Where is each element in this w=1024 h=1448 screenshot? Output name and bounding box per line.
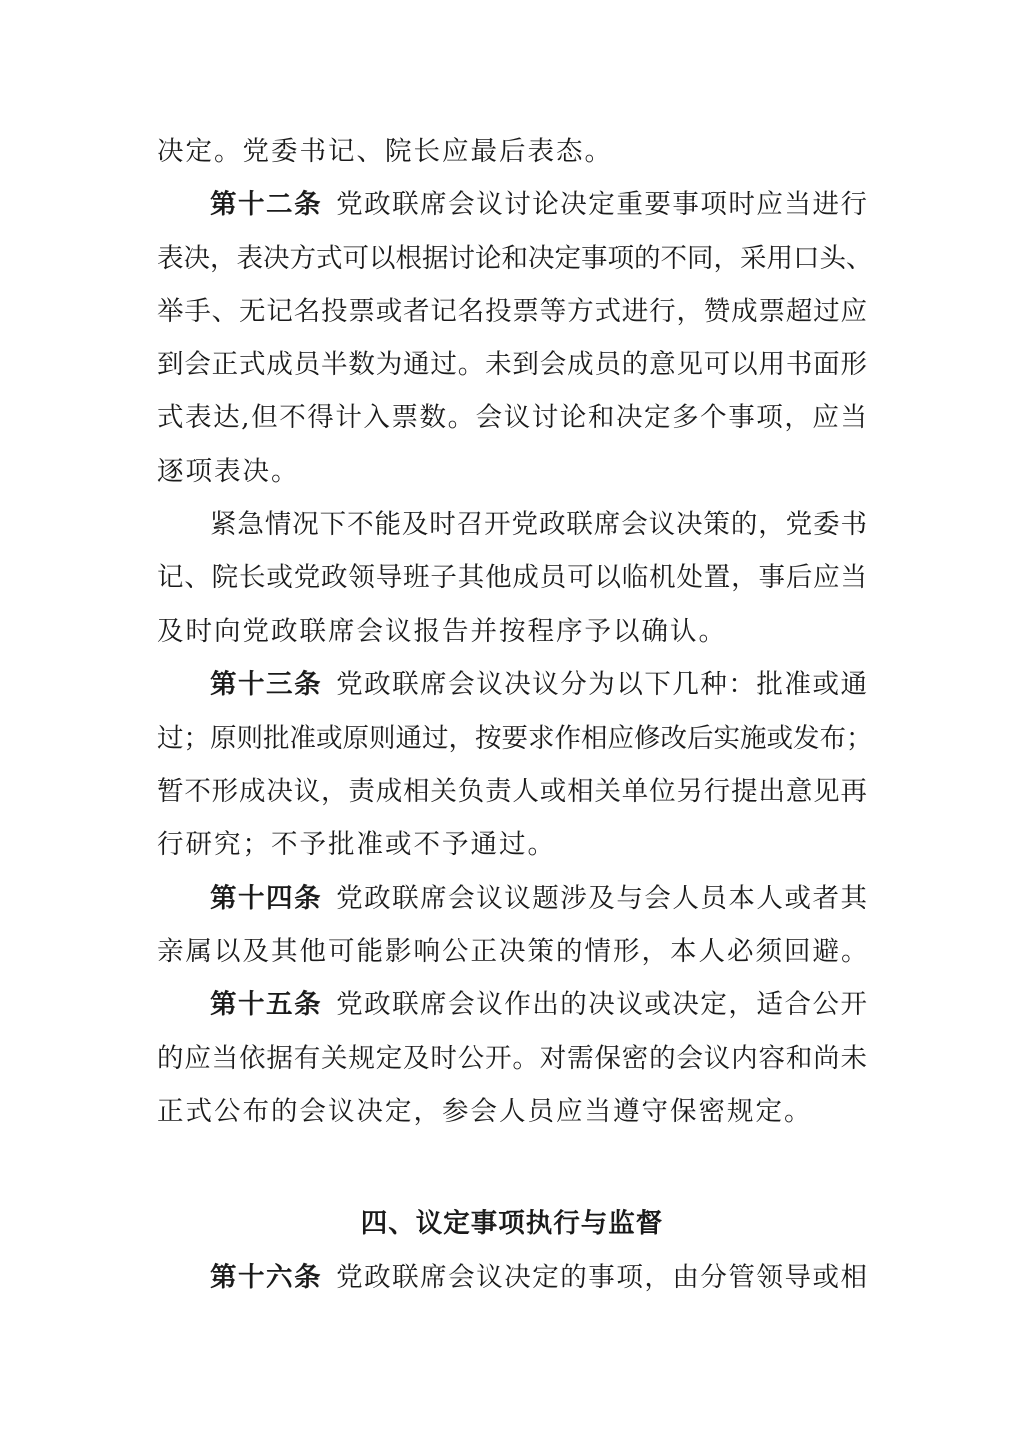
article-13-text: 党政联席会议决议分为以下几种：批准或通	[336, 669, 868, 700]
article-15-label: 第十五条	[210, 989, 323, 1020]
urgent-paragraph-first-line: 紧急情况下不能及时召开党政联席会议决策的，党委书	[210, 509, 867, 540]
article-16-label: 第十六条	[210, 1262, 323, 1293]
article-13-first-line	[210, 665, 867, 705]
paragraph-line: 举手、无记名投票或者记名投票等方式进行，赞成票超过应	[157, 296, 867, 327]
paragraph-line: 过；原则批准或原则通过，按要求作相应修改后实施或发布；	[157, 723, 873, 754]
article-14-text: 党政联席会议议题涉及与会人员本人或者其	[336, 883, 868, 914]
paragraph-line: 式表达,但不得计入票数。会议讨论和决定多个事项，应当	[157, 402, 867, 433]
article-15-first-line	[210, 985, 867, 1025]
article-12-label: 第十二条	[210, 189, 323, 220]
paragraph-line: 逐项表决。	[157, 456, 300, 487]
article-13-label: 第十三条	[210, 669, 323, 700]
article-16-first-line	[210, 1258, 867, 1298]
article-16-text: 党政联席会议决定的事项，由分管领导或相	[336, 1262, 868, 1293]
paragraph-line: 的应当依据有关规定及时公开。对需保密的会议内容和尚未	[157, 1043, 867, 1074]
paragraph-line: 行研究；不予批准或不予通过。	[157, 829, 556, 860]
paragraph-line: 正式公布的会议决定，参会人员应当遵守保密规定。	[157, 1096, 813, 1127]
paragraph-line: 表决，表决方式可以根据讨论和决定事项的不同，采用口头、	[157, 243, 873, 274]
paragraph-line: 记、院长或党政领导班子其他成员可以临机处置，事后应当	[157, 562, 867, 593]
article-12-first-line	[210, 185, 867, 225]
paragraph-line: 决定。党委书记、院长应最后表态。	[157, 136, 613, 167]
article-14-label: 第十四条	[210, 883, 323, 914]
paragraph-line: 暂不形成决议，责成相关负责人或相关单位另行提出意见再	[157, 776, 867, 807]
article-12-text: 党政联席会议讨论决定重要事项时应当进行	[336, 189, 868, 220]
paragraph-line: 到会正式成员半数为通过。未到会成员的意见可以用书面形	[157, 349, 867, 380]
article-15-text: 党政联席会议作出的决议或决定，适合公开	[336, 989, 868, 1020]
section-heading: 四、议定事项执行与监督	[360, 1208, 664, 1239]
paragraph-line: 及时向党政联席会议报告并按程序予以确认。	[157, 616, 727, 647]
article-14-first-line	[210, 879, 867, 919]
paragraph-line: 亲属以及其他可能影响公正决策的情形，本人必须回避。	[157, 936, 870, 967]
